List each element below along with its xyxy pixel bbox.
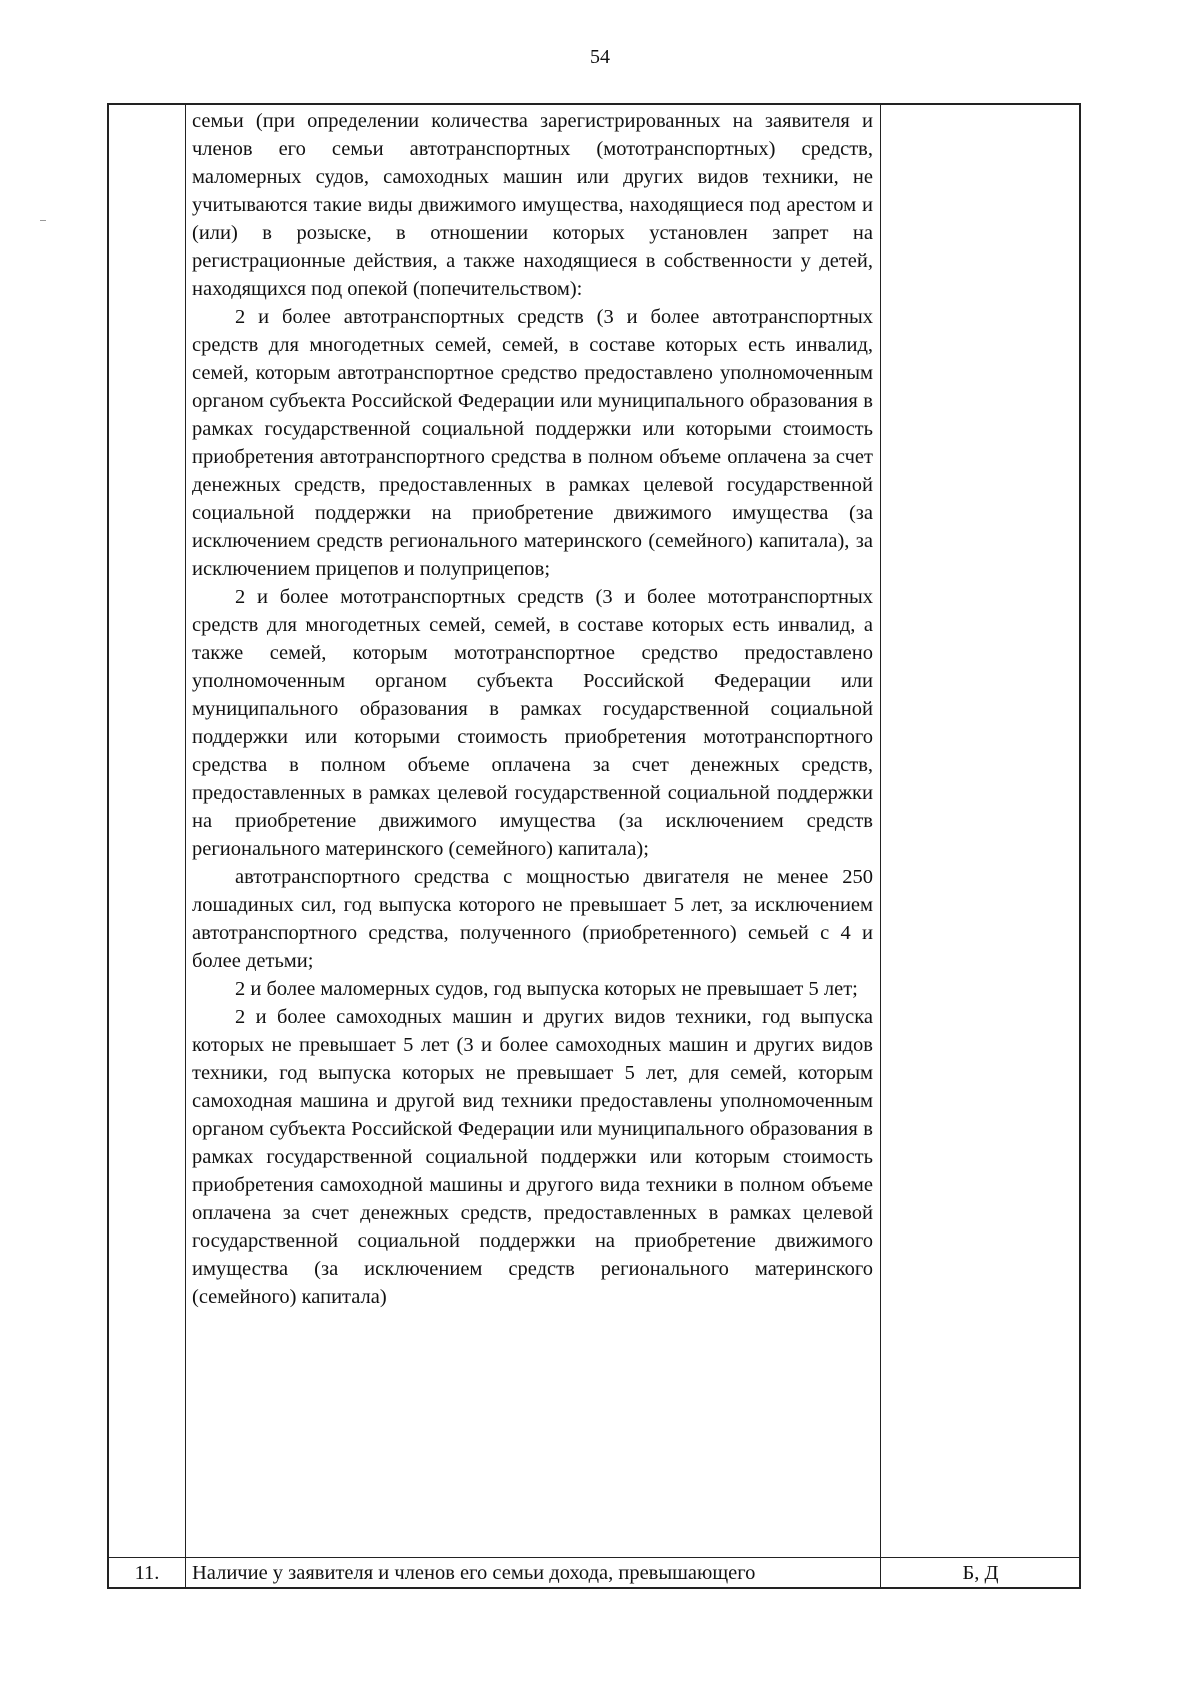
- page-number: 54: [590, 46, 610, 68]
- continued-criteria-cell: [192, 107, 873, 1555]
- criterion-cars: 2 и более автотранспортных средств (3 и более автотранспортных средств для многодетных семей, семей, в составе которых есть инвалид, семей, которым автотранспортное средство предоставлено уполномоченным органом субъекта Российской Федерации или муниципального образования в рамках государственной социальной поддержки или которыми стоимость приобретения автотранспортного средства в полном объеме оплачена за счет денежных средств, предоставленных в рамках целевой государственной социальной поддержки на приобретение движимого имущества (за исключением средств регионального материнского (семейного) капитала), за исключением прицепов и полуприцепов;: [192, 306, 873, 580]
- row-criterion-text: Наличие у заявителя и членов его семьи дохода, превышающего: [192, 1562, 756, 1584]
- criterion-small-boats: 2 и более маломерных судов, год выпуска которых не превышает 5 лет;: [235, 978, 858, 1000]
- column-divider-code: [880, 105, 881, 1587]
- criterion-motorcycles: 2 и более мототранспортных средств (3 и более мототранспортных средств для многодетных семей, семей, в составе которых есть инвалид, а также семей, которым мототранспортное средство предоставлено уполномоченным органом субъекта Российской Федерации или муниципального образования в рамках государственной социальной поддержки или которыми стоимость приобретения мототранспортного средства в полном объеме оплачена за счет денежных средств, предоставленных в рамках целевой государственной социальной поддержки на приобретение движимого имущества (за исключением средств регионального материнского (семейного) капитала);: [192, 586, 873, 860]
- column-divider-number: [185, 105, 186, 1587]
- row-number: 11.: [134, 1562, 160, 1584]
- scan-mark: [40, 220, 46, 221]
- criterion-powerful-car: автотранспортного средства с мощностью двигателя не менее 250 лошадиных сил, год выпуска которого не превышает 5 лет, за исключением автотранспортного средства, полученного (приобретенного) семьей с 4 и более детьми;: [192, 866, 873, 972]
- document-table: [107, 103, 1081, 1589]
- lead-paragraph: семьи (при определении количества зарегистрированных на заявителя и членов его семьи автотранспортных (мототранспортных) средств, маломерных судов, самоходных машин или других видов техники, не учитываются такие виды движимого имущества, находящиеся под арестом и (или) в розыске, в отношении которых установлен запрет на регистрационные действия, а также находящиеся в собственности у детей, находящихся под опекой (попечительством):: [192, 110, 873, 300]
- criterion-self-propelled-machines: 2 и более самоходных машин и других видов техники, год выпуска которых не превышает 5 лет (3 и более самоходных машин и других видов техники, год выпуска которых не превышает 5 лет, для семей, которым самоходная машина и другой вид техники предоставлены уполномоченным органом субъекта Российской Федерации или муниципального образования в рамках государственной социальной поддержки или которым стоимость приобретения самоходной машины и другого вида техники в полном объеме оплачена за счет денежных средств, предоставленных в рамках целевой государственной социальной поддержки на приобретение движимого имущества (за исключением средств регионального материнского (семейного) капитала): [192, 1006, 873, 1308]
- row-code: Б, Д: [962, 1562, 999, 1584]
